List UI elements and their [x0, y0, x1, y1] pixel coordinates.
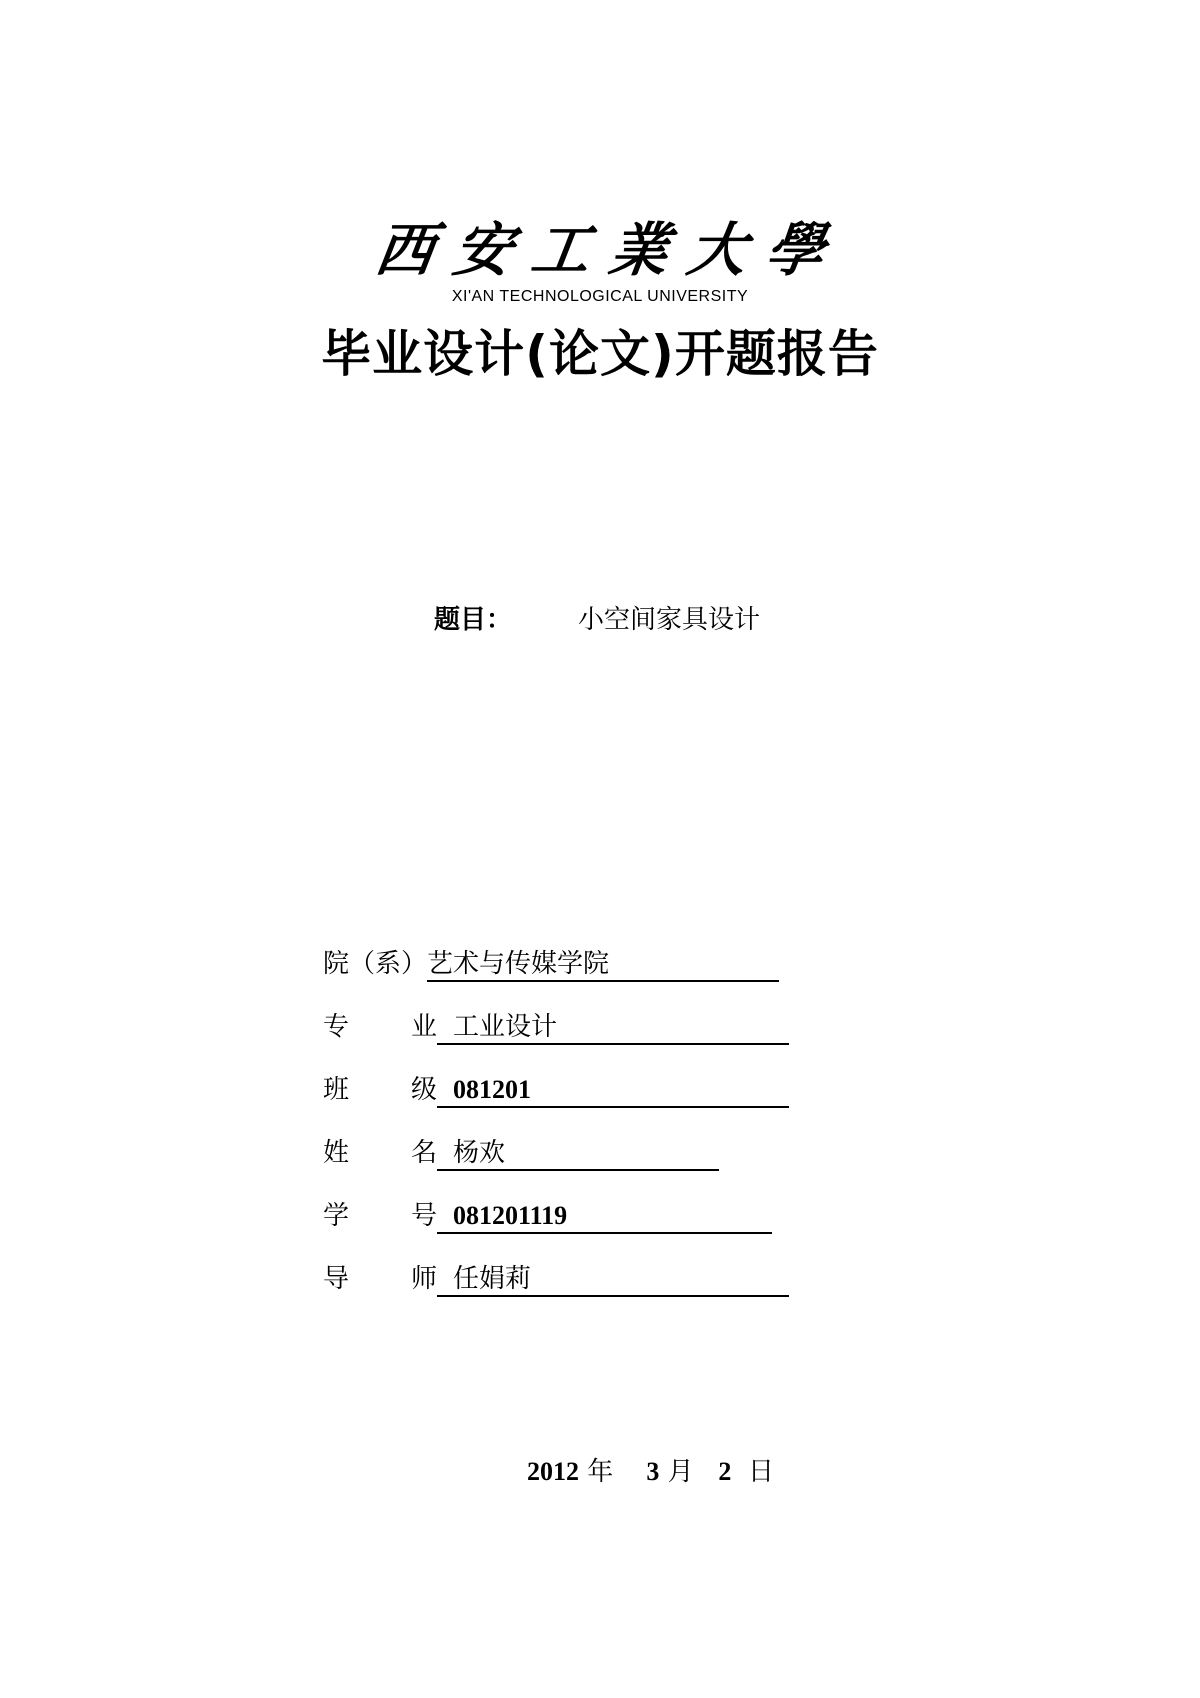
topic-label: 题目：	[434, 605, 513, 635]
name-label-a: 姓	[323, 1138, 350, 1168]
student-id-value: 081201119	[437, 1196, 772, 1234]
date-month-unit: 月	[667, 1457, 694, 1487]
date-year-unit: 年	[587, 1457, 614, 1487]
major-row	[323, 1007, 789, 1047]
name-row	[323, 1133, 719, 1173]
topic-value: 小空间家具设计	[578, 605, 761, 635]
date-month: 3	[646, 1457, 660, 1486]
advisor-row	[323, 1259, 789, 1299]
report-date	[527, 1452, 774, 1492]
topic-row	[434, 600, 760, 640]
university-logo-calligraphy: 西安工業大學	[371, 216, 849, 284]
major-label-b: 业	[411, 1012, 438, 1042]
advisor-label-b: 师	[411, 1264, 438, 1294]
name-value: 杨欢	[437, 1133, 719, 1171]
department-label: 院（系）	[323, 949, 428, 979]
class-label-a: 班	[323, 1075, 350, 1105]
date-day-unit: 日	[747, 1457, 774, 1487]
class-value: 081201	[437, 1070, 789, 1108]
advisor-value: 任娟莉	[437, 1259, 789, 1297]
class-label-b: 级	[411, 1075, 438, 1105]
department-row	[323, 944, 779, 984]
advisor-label-a: 导	[323, 1264, 350, 1294]
report-title: 毕业设计(论文)开题报告	[321, 325, 879, 383]
major-value: 工业设计	[437, 1007, 789, 1045]
student-id-row	[323, 1196, 772, 1236]
major-label-a: 专	[323, 1012, 350, 1042]
name-label-b: 名	[411, 1138, 438, 1168]
student-id-label-a: 学	[323, 1201, 350, 1231]
university-logo-english: XI'AN TECHNOLOGICAL UNIVERSITY	[451, 288, 749, 305]
student-id-label-b: 号	[411, 1201, 438, 1231]
department-value: 艺术与传媒学院	[427, 944, 779, 982]
date-year: 2012	[527, 1457, 579, 1486]
university-logo	[0, 218, 1200, 282]
class-row	[323, 1070, 789, 1110]
date-day: 2	[718, 1457, 732, 1486]
